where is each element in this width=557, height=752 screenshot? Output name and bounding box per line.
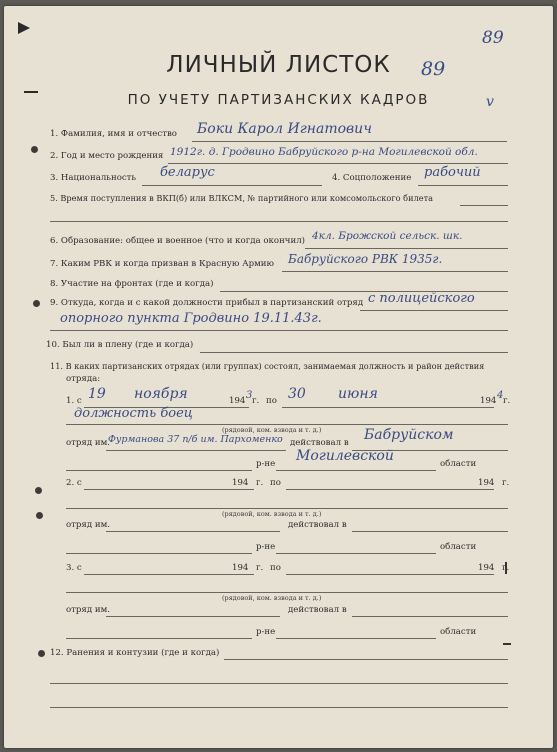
field-label-birth: 2. Год и место рождения <box>50 151 164 161</box>
period-2-region-label: области <box>440 542 477 552</box>
field-line <box>286 489 494 490</box>
period-2-detachment-label: отряд им. <box>66 520 111 530</box>
period-3-from-year-suffix: г. <box>256 563 264 573</box>
field-line <box>66 592 508 593</box>
field-line <box>352 616 508 617</box>
period-1-position: должность боец <box>74 406 193 421</box>
field-label-wounds: 12. Ранения и контузии (где и когда) <box>50 648 220 658</box>
period-1-district-label: р-не <box>256 459 276 469</box>
field-line <box>50 683 508 684</box>
field-line <box>224 659 508 660</box>
period-1-position-hint: (рядовой, ком. взвода и т. д.) <box>222 426 322 434</box>
field-value-conscription: Бабруйского РВК 1935г. <box>288 252 443 266</box>
punch-hole <box>38 650 45 657</box>
page-subtitle: ПО УЧЕТУ ПАРТИЗАНСКИХ КАДРОВ <box>127 92 430 108</box>
period-2-to-year-prefix: 194 <box>478 478 495 488</box>
field-line <box>66 424 508 425</box>
period-2-from-year-suffix: г. <box>256 478 264 488</box>
field-line <box>352 531 508 532</box>
field-line <box>192 141 507 142</box>
period-1-to-year-digit: 4 <box>497 390 504 401</box>
field-label-detachments: 11. В каких партизанских отрядах (или группах) состоял, занимаемая должность и район действия <box>50 361 485 371</box>
corner-triangle-icon <box>18 22 30 34</box>
field-line <box>106 531 280 532</box>
field-line <box>66 508 508 509</box>
field-line <box>286 574 494 575</box>
field-value-nationality: беларус <box>160 165 215 180</box>
archive-number: 89 <box>482 28 504 48</box>
field-label-education: 6. Образование: общее и военное (что и когда окончил) <box>50 236 306 246</box>
period-1-detachment-value: Фурманова 37 п/б им. Пархоменко <box>108 434 283 445</box>
field-label-nationality: 3. Национальность <box>50 173 137 183</box>
punch-hole <box>35 487 42 494</box>
punch-hole <box>31 146 38 153</box>
field-label-party: 5. Время поступления в ВКП(б) или ВЛКСМ, № партийного или комсомольского билета <box>50 193 434 203</box>
check-mark: v <box>486 94 494 110</box>
field-line <box>168 163 508 164</box>
field-line <box>106 450 286 451</box>
period-3-position-hint: (рядовой, ком. взвода и т. д.) <box>222 594 322 602</box>
period-1-acted-label: действовал в <box>290 438 349 448</box>
punch-hole <box>33 300 40 307</box>
field-line <box>276 470 436 471</box>
field-line <box>360 310 508 311</box>
field-value-arrival-1: с полицейского <box>368 291 475 306</box>
period-2-to-year-suffix: г. <box>502 478 510 488</box>
page-title: ЛИЧНЫЙ ЛИСТОК <box>166 52 391 78</box>
period-2-acted-label: действовал в <box>288 520 347 530</box>
period-3-from-year-prefix: 194 <box>232 563 249 573</box>
period-1-from-month: ноября <box>134 386 188 402</box>
period-1-to-year-suffix: г. <box>503 396 511 406</box>
field-value-social: рабочий <box>424 165 481 180</box>
field-value-arrival-2: опорного пункта Гродвино 19.11.43г. <box>60 311 322 326</box>
field-label-detachments-2: отряда: <box>66 374 101 384</box>
field-line <box>66 553 252 554</box>
field-line <box>276 638 436 639</box>
field-value-birth: 1912г. д. Гродвино Бабруйского р-на Могилевской обл. <box>170 146 478 158</box>
field-label-arrival: 9. Откуда, когда и с какой должности прибыл в партизанский отряд <box>50 298 364 308</box>
period-1-to-day: 30 <box>288 386 306 402</box>
period-3-to-label: по <box>270 563 281 573</box>
field-value-education: 4кл. Брожской сельск. шк. <box>312 230 463 242</box>
field-label-fronts: 8. Участие на фронтах (где и когда) <box>50 279 214 289</box>
field-line <box>106 616 280 617</box>
period-3-district-label: р-не <box>256 627 276 637</box>
period-1-to-label: по <box>266 396 277 406</box>
field-line <box>50 707 508 708</box>
field-line <box>460 205 508 206</box>
field-label-conscription: 7. Каким РВК и когда призван в Красную Армию <box>50 259 274 269</box>
field-line <box>200 352 508 353</box>
period-1-region-value: Могилевской <box>296 448 394 464</box>
period-1-from-year-digit: 3 <box>246 390 253 401</box>
period-2-to-label: по <box>270 478 281 488</box>
field-line <box>282 407 494 408</box>
field-line <box>282 271 508 272</box>
field-line <box>84 489 254 490</box>
period-1-to-year-prefix: 194 <box>480 396 497 406</box>
period-3-to-year-suffix: г. <box>502 563 510 573</box>
field-line <box>84 574 254 575</box>
corner-mark <box>503 643 511 645</box>
period-1-from-year-prefix: 194 <box>229 396 246 406</box>
period-3-region-label: области <box>440 627 477 637</box>
period-3-to-year-prefix: 194 <box>478 563 495 573</box>
period-2-from-label: 2. с <box>66 478 82 488</box>
punch-hole <box>36 512 43 519</box>
title-handwritten-mark: 89 <box>421 58 446 80</box>
period-1-region-label: области <box>440 459 477 469</box>
period-3-detachment-label: отряд им. <box>66 605 111 615</box>
field-line <box>66 470 252 471</box>
period-1-detachment-label: отряд им. <box>66 438 111 448</box>
field-line <box>418 185 508 186</box>
field-label-full-name: 1. Фамилия, имя и отчество <box>50 129 177 139</box>
period-3-acted-label: действовал в <box>288 605 347 615</box>
period-3-from-label: 3. с <box>66 563 82 573</box>
field-value-full-name: Боки Карол Игнатович <box>197 121 372 137</box>
field-label-social: 4. Соцположение <box>332 173 412 183</box>
period-2-from-year-prefix: 194 <box>232 478 249 488</box>
period-1-to-month: июня <box>338 386 378 402</box>
field-line <box>276 553 436 554</box>
field-line <box>50 330 508 331</box>
period-1-from-label: 1. с <box>66 396 82 406</box>
field-line <box>305 248 508 249</box>
period-1-acted-value: Бабруйском <box>364 427 454 443</box>
field-line <box>142 185 322 186</box>
field-line <box>50 221 508 222</box>
period-1-from-day: 19 <box>88 386 106 402</box>
period-2-district-label: р-не <box>256 542 276 552</box>
period-2-position-hint: (рядовой, ком. взвода и т. д.) <box>222 510 322 518</box>
field-label-captivity: 10. Был ли в плену (где и когда) <box>46 340 194 350</box>
field-line <box>66 638 252 639</box>
period-1-from-year-suffix: г. <box>252 396 260 406</box>
